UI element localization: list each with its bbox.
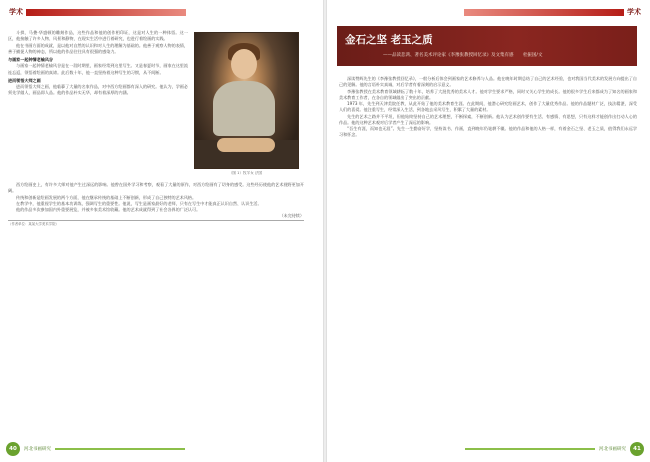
paragraph: 传统和创新是绘画发展的两个方面，他在继承传统的基础上不断创新，形成了自己独特的艺术风格。 [16,194,197,200]
page-number: 40 [6,442,20,456]
paragraph: 深读赞辉先生的《李豫张教授回忆录》，一般分析后体会到画家的艺术修养与人品。他在晚年时期总结了自己的艺术经验，也对我国当代美术的发展方向提出了自己的见解。他的言语朴实真诚，对后学者有着深刻的启示意义。 [339,76,637,88]
section-sub-label: The Academy [29,19,57,25]
paragraph: 1973 年，先生到天津美院任教，从此开始了他的美术教育生涯。在此期间，他潜心研究绘画艺术，创作了大量优秀作品。他的作品题材广泛，技法精湛，深受人们的喜爱。他注重写生，经常深入生活，到各地去采风写生，积累了大量的素材。 [339,101,637,113]
right-footer [465,441,644,457]
paragraph: 李豫张教授在美术教育领域耕耘了数十年，培养了大批优秀的美术人才。他对学生要求严格，同时又关心学生的成长。他的很多学生后来都成为了知名的画家和美术教育工作者，在各自的领域做出了突出的贡献。 [339,88,637,100]
right-page [327,0,650,462]
paragraph: “吾生有涯，而知也无涯”。先生一生勤奋好学，坚持读书、作画，直到晚年仍笔耕不辍。他的作品和他的人格一样，有着金石之坚、老玉之质，值得我们永远学习和怀念。 [339,126,637,138]
left-page-header [6,6,186,25]
right-article-body [339,76,637,139]
header-bar [26,9,186,25]
paragraph: 他在书画方面的成就，是以他对自然的认识和对人生的理解为基础的。他善于观察人物的表情，善于捕捉人物的神态，所以他的作品往往具有很强的感染力。 [8,42,188,54]
paragraph: 与画家一起钟情老榆风谷是在一段时期里，画家经常到这里写生。又是春夏时节，画家在这里流连忘返，领悟着绘画的真谛。此后数十年，他一直坚持着这种写生的习惯，从不间断。 [8,63,188,75]
magazine-name: 河北书画研究 [24,447,51,452]
section-label: 学术 [9,7,23,16]
left-footer [6,441,185,457]
painting-image [194,32,299,169]
footer-bar [55,448,185,450]
continued-note: （未完待续） [279,213,304,219]
article-subtitle-line [383,52,542,58]
left-page [0,0,323,462]
footnote: （作者单位：某某大学美术学院） [8,220,304,227]
header-bar [464,9,624,25]
page-number: 41 [630,442,644,456]
paragraph: 他的作品多次参加国内外重要展览，并被多家美术馆收藏。他的艺术成就得到了社会各界的广泛认可。 [16,207,201,212]
article-author: 杜振国/文 [522,53,543,58]
section-sub-label: The Academy [467,19,495,25]
article-subtitle: ——品读悲鸿、著名美术评论家《李豫张教授回忆录》及文集有感 [383,53,514,58]
paragraph: 先生的艺术之路并不平坦，但他始终坚持自己的艺术理想，不断探索，不断创新。他认为艺术创作要有生活、有感情、有思想，只有这样才能创作出打动人心的作品。他的这种艺术观对后学者产生了深远的影响。 [339,113,637,125]
left-column-bottom [8,182,304,226]
subheading: 与画家一起钟情老榆风谷 [8,57,54,62]
right-page-header [464,6,644,25]
magazine-name: 河北书画研究 [599,447,626,452]
image-caption: （图 1）牧羊女 法国 [228,171,263,175]
paragraph: 斗拱、马叠·华盛顿的雕刻作品，这些作品和他的创作相印证，这是对人生的一种体悟。这一区，他接触了许多人物、风景和静物，在现实生活中进行着研究，也进行着绘画的实践。 [8,30,188,42]
subheading: 进而领悟大师之画 [8,77,41,83]
footer-bar [465,448,595,450]
paragraph: 在教学中，他重视学生的基本功训练，强调写生的重要性。他说，写生是画家最好的老师，只有在写生中才能真正认识自然、认识生活。 [16,200,262,206]
paragraph: 西方绘画史上，有许多大师对他产生过深远的影响。他曾在国外学习和考察，观看了大量的原作，对西方绘画有了切身的感受。这些经历使他的艺术视野更加开阔。 [8,182,304,194]
article-title-banner [337,26,637,66]
article-title: 金石之坚 老玉之质 [345,34,433,46]
paragraph: 进而领悟大师之画，他临摹了大量的名家作品，对中西方绘画都有深入的研究。他认为，学画必须先学做人，画品即人品。他的作品朴实无华，却有着深厚的内涵。 [8,84,188,96]
section-label: 学术 [627,7,641,16]
left-column-top [8,30,188,97]
